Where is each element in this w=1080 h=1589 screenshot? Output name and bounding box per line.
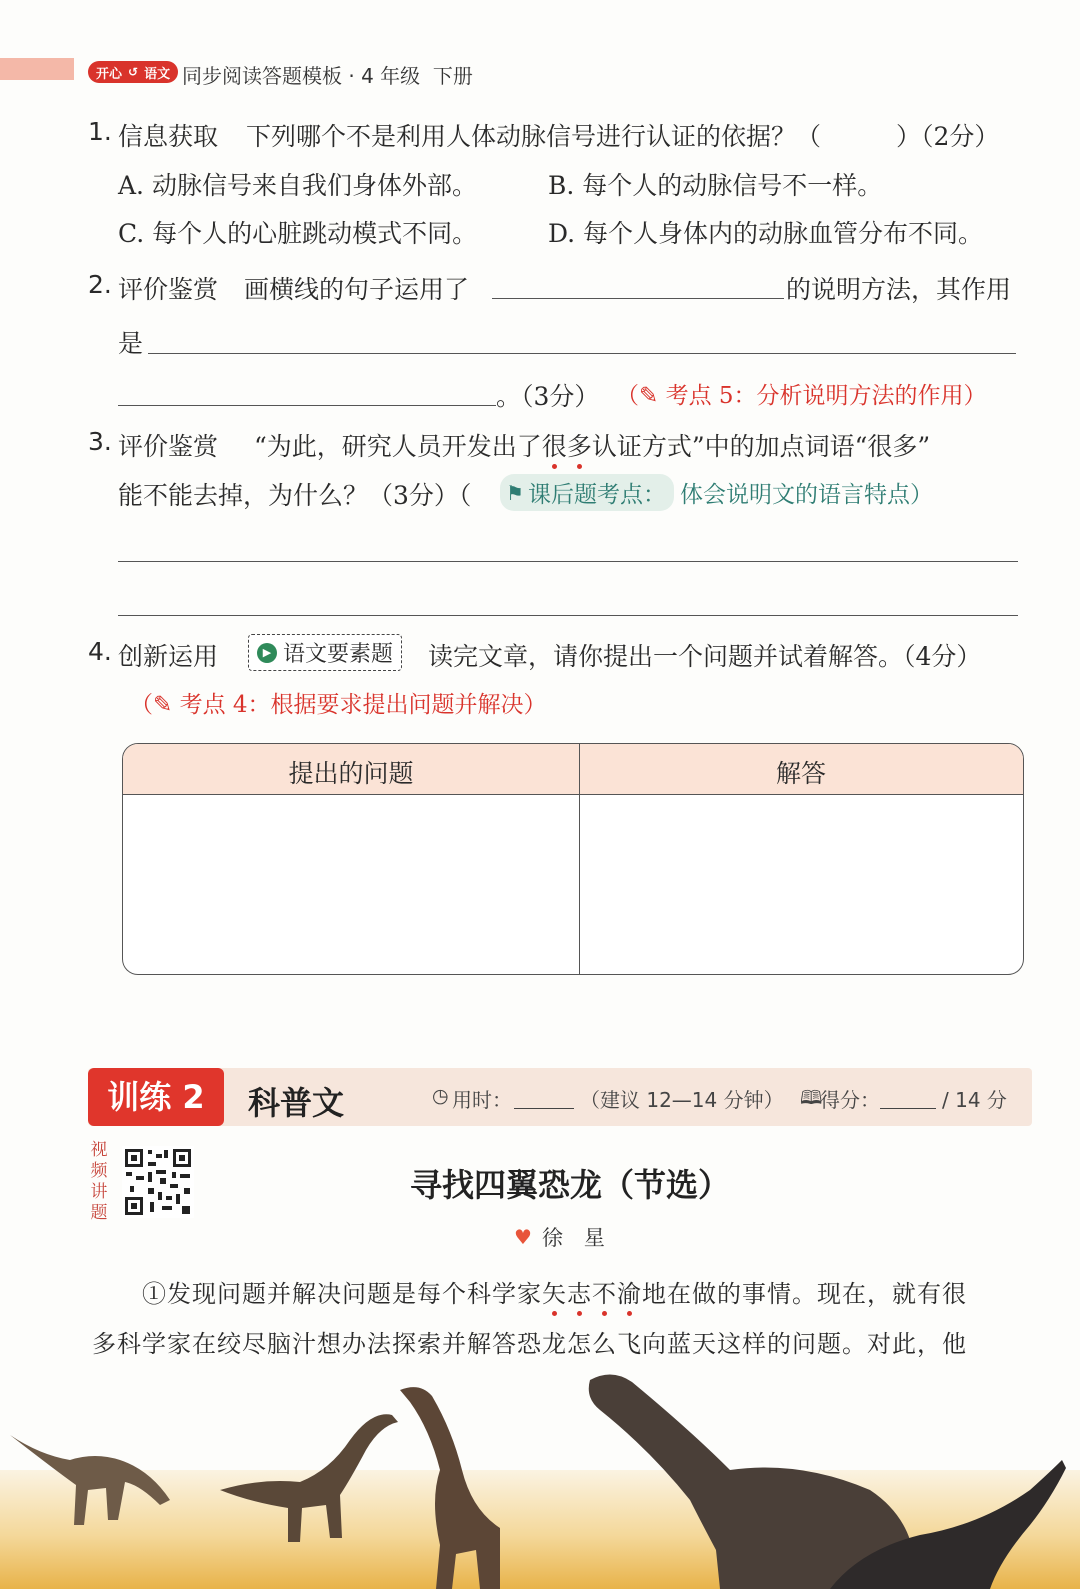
q3-stem-line2: 能不能去掉，为什么？（3分）（ [118,481,472,510]
q3-stem [254,427,930,463]
q2-blank-effect-2[interactable] [118,405,496,406]
video-label-char-2: 频 [90,1161,108,1181]
q4-answer-table [122,743,1024,975]
article-title: 寻找四翼恐龙（节选） [409,1166,730,1204]
q2-type: 评价鉴赏 [118,275,219,304]
header-title: 同步阅读答题模板 · 4 年级 下册 [182,64,473,88]
q3-em-char-2: 多 [566,432,592,461]
q3-answer-line-1[interactable] [118,561,1018,562]
q4-tip: （✎ 考点 4：根据要求提出问题并解决） [130,692,547,718]
video-label-char-1: 视 [90,1140,108,1160]
q4-badge-label: 语文要素题 [283,642,394,667]
q4-number: 4. [88,637,112,666]
score-blank[interactable] [880,1108,936,1109]
q2-blank-effect-1[interactable] [148,353,1016,354]
play-icon: ▶ [257,643,277,663]
time-blank[interactable] [514,1108,574,1109]
brand-logo [88,61,178,83]
table-header-question: 提出的问题 [288,759,414,788]
p1-em-3: 不 [592,1280,617,1308]
time-label: 用时： [452,1088,512,1112]
q3-number: 3. [88,427,112,456]
q2-blank-method[interactable] [492,298,784,299]
brand-left: 开心 [96,66,123,82]
dinosaur-illustration [0,1360,1080,1589]
q3-tip-label: 课后题考点： [527,482,666,508]
q3-tip-text: 体会说明文的语言特点） [679,482,933,508]
author-name: 徐 星 [541,1226,605,1250]
q2-number: 2. [88,270,112,299]
video-label-char-3: 讲 [90,1182,108,1202]
article-author [514,1222,605,1252]
brand-swirl-icon: ↺ [128,65,139,79]
p1-em-1: 矢 [542,1280,567,1308]
table-divider [579,744,580,974]
score-label: 得分： [820,1088,880,1112]
time-hint: （建议 12—14 分钟） [580,1088,784,1112]
time-icon: ◷ [432,1085,449,1107]
table-cell-question[interactable] [123,796,578,972]
q1-option-b: B. 每个人的动脉信号不一样。 [548,171,883,200]
q1-option-a: A. 动脉信号来自我们身体外部。 [118,171,477,200]
p1-part-a: ①发现问题并解决问题是每个科学家 [142,1280,542,1308]
p1-part-b: 地在做的事情。现在，就有很 [642,1280,967,1308]
q4-type: 创新运用 [118,642,219,671]
training-genre: 科普文 [248,1084,345,1122]
article-paragraph-1 [142,1274,967,1309]
q1-type: 信息获取 [118,122,219,151]
header-accent-strip [0,58,74,80]
heart-icon: ♥ [514,1225,532,1249]
q3-type: 评价鉴赏 [118,432,219,461]
q2-tip: （✎ 考点 5：分析说明方法的作用） [616,383,987,409]
q4-stem: 读完文章，请你提出一个问题并试着解答。（4分） [428,642,982,671]
q1-option-d: D. 每个人身体内的动脉血管分布不同。 [548,219,984,248]
q1-stem: 下列哪个不是利用人体动脉信号进行认证的依据？（ ）（2分） [246,122,1000,151]
table-header-answer: 解答 [775,759,826,788]
q2-stem-b: 的说明方法，其作用 [786,275,1012,304]
q3-answer-line-2[interactable] [118,615,1018,616]
q1-option-c: C. 每个人的心脏跳动模式不同。 [118,219,478,248]
book-icon: 🕮 [800,1087,823,1109]
q3-stem-pre: “为此，研究人员开发出了 [254,432,542,461]
q3-tip-badge [500,474,674,511]
brand-right: 语文 [144,66,171,82]
q1-number: 1. [88,117,112,146]
flag-icon: ⚑ [506,480,524,505]
q3-em-char-1: 很 [541,432,567,461]
p1-em-2: 志 [567,1280,592,1308]
score-total: / 14 分 [942,1088,1007,1112]
training-label: 训练 2 [88,1068,224,1126]
video-label-char-4: 题 [90,1203,108,1223]
table-cell-answer[interactable] [581,796,1021,972]
q2-score: 。（3分） [496,382,600,411]
q3-tip [500,474,933,511]
q2-stem-a: 画横线的句子运用了 [244,275,470,304]
p1-em-4: 渝 [617,1280,642,1308]
q3-stem-post: 认证方式”中的加点词语“很多” [591,432,931,461]
article-paragraph-1-line2: 多科学家在绞尽脑汁想办法探索并解答恐龙怎么飞向蓝天这样的问题。对此，他 [92,1330,967,1358]
q4-badge [248,634,402,671]
q2-stem-c: 是 [118,329,144,358]
training-bar [88,1068,1032,1126]
